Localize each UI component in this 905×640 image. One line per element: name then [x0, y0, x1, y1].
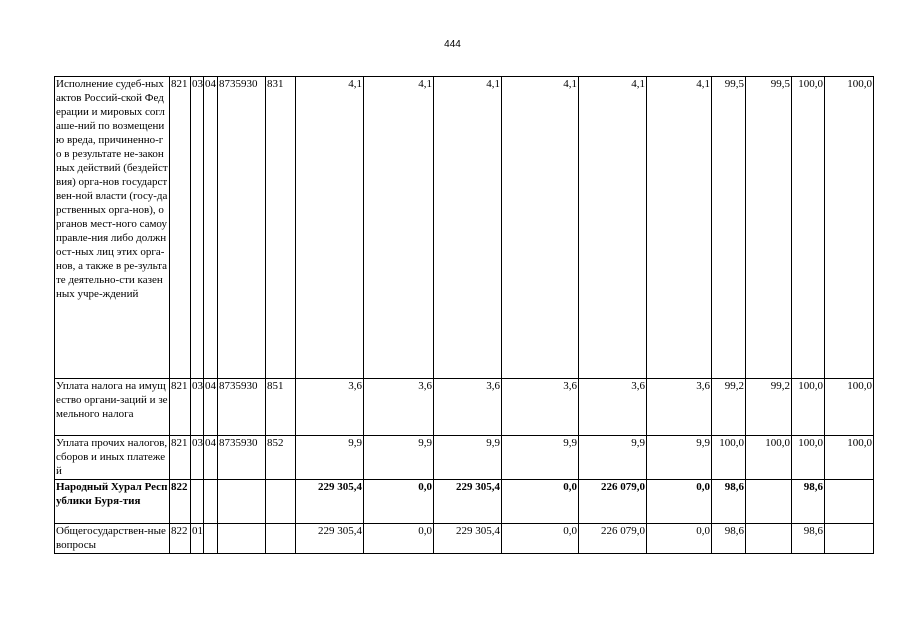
table-row	[55, 480, 874, 524]
table-row	[55, 77, 874, 379]
value-4: 9,9	[502, 436, 579, 480]
target-article-code	[218, 524, 266, 554]
table-row	[55, 379, 874, 436]
percent-3: 98,6	[792, 480, 825, 524]
value-6: 0,0	[647, 480, 712, 524]
expense-type-code: 831	[266, 77, 296, 379]
row-name: Народный Хурал Республики Буря-тия	[55, 480, 170, 524]
subsection-code: 04	[204, 77, 218, 379]
ved-code: 821	[170, 436, 191, 480]
ved-code: 822	[170, 480, 191, 524]
value-4: 0,0	[502, 524, 579, 554]
value-3: 3,6	[434, 379, 502, 436]
value-1: 4,1	[296, 77, 364, 379]
expense-type-code	[266, 480, 296, 524]
row-name: Уплата налога на имущество органи-заций и земельного налога	[55, 379, 170, 436]
percent-2: 99,5	[746, 77, 792, 379]
percent-1: 98,6	[712, 480, 746, 524]
target-article-code: 8735930	[218, 436, 266, 480]
value-5: 4,1	[579, 77, 647, 379]
value-1: 3,6	[296, 379, 364, 436]
table-row	[55, 436, 874, 480]
percent-1: 100,0	[712, 436, 746, 480]
ved-code: 822	[170, 524, 191, 554]
value-6: 4,1	[647, 77, 712, 379]
percent-2: 99,2	[746, 379, 792, 436]
percent-4	[825, 480, 874, 524]
percent-1: 99,2	[712, 379, 746, 436]
value-2: 9,9	[364, 436, 434, 480]
value-1: 229 305,4	[296, 480, 364, 524]
value-5: 3,6	[579, 379, 647, 436]
value-6: 0,0	[647, 524, 712, 554]
value-5: 226 079,0	[579, 480, 647, 524]
value-3: 9,9	[434, 436, 502, 480]
percent-2: 100,0	[746, 436, 792, 480]
percent-2	[746, 480, 792, 524]
percent-4: 100,0	[825, 436, 874, 480]
value-6: 3,6	[647, 379, 712, 436]
page-number: 444	[444, 39, 461, 50]
table-body	[55, 77, 874, 554]
table-row	[55, 524, 874, 554]
value-2: 4,1	[364, 77, 434, 379]
ved-code: 821	[170, 77, 191, 379]
value-3: 229 305,4	[434, 480, 502, 524]
value-4: 4,1	[502, 77, 579, 379]
row-name: Уплата прочих налогов, сборов и иных платежей	[55, 436, 170, 480]
section-code	[191, 480, 204, 524]
value-3: 229 305,4	[434, 524, 502, 554]
percent-3: 100,0	[792, 77, 825, 379]
subsection-code: 04	[204, 436, 218, 480]
percent-3: 100,0	[792, 436, 825, 480]
percent-1: 98,6	[712, 524, 746, 554]
target-article-code: 8735930	[218, 379, 266, 436]
percent-3: 100,0	[792, 379, 825, 436]
value-5: 9,9	[579, 436, 647, 480]
section-code: 03	[191, 436, 204, 480]
target-article-code	[218, 480, 266, 524]
subsection-code	[204, 480, 218, 524]
row-name: Исполнение судеб-ных актов Россий-ской Федерации и мировых соглаше-ний по возмещению вреда, причиненно-го в результате не-законных действий (бездействия) орга-нов государствен-ной власти (госу-дарственных орга-нов), органов мест-ного самоуправле-ния либо должност-ных лиц этих орга-нов, а также в ре-зультате деятельно-сти казенных учре-ждений	[55, 77, 170, 379]
value-1: 229 305,4	[296, 524, 364, 554]
row-name: Общегосударствен-ные вопросы	[55, 524, 170, 554]
value-5: 226 079,0	[579, 524, 647, 554]
section-code: 01	[191, 524, 204, 554]
percent-4: 100,0	[825, 77, 874, 379]
expense-type-code: 852	[266, 436, 296, 480]
ved-code: 821	[170, 379, 191, 436]
percent-1: 99,5	[712, 77, 746, 379]
expense-type-code: 851	[266, 379, 296, 436]
subsection-code	[204, 524, 218, 554]
section-code: 03	[191, 379, 204, 436]
target-article-code: 8735930	[218, 77, 266, 379]
value-1: 9,9	[296, 436, 364, 480]
value-2: 3,6	[364, 379, 434, 436]
value-3: 4,1	[434, 77, 502, 379]
value-2: 0,0	[364, 480, 434, 524]
expense-type-code	[266, 524, 296, 554]
value-4: 3,6	[502, 379, 579, 436]
percent-4	[825, 524, 874, 554]
value-6: 9,9	[647, 436, 712, 480]
value-4: 0,0	[502, 480, 579, 524]
section-code: 03	[191, 77, 204, 379]
percent-4: 100,0	[825, 379, 874, 436]
value-2: 0,0	[364, 524, 434, 554]
subsection-code: 04	[204, 379, 218, 436]
percent-2	[746, 524, 792, 554]
percent-3: 98,6	[792, 524, 825, 554]
budget-table	[54, 76, 874, 554]
